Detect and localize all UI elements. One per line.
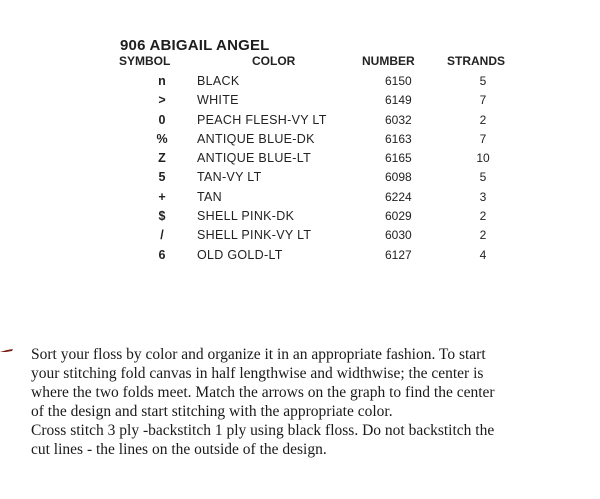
floss-symbol: 5 [158,170,166,185]
header-strands: STRANDS [447,54,506,68]
floss-number: 6150 [385,74,412,88]
floss-symbol: n [158,74,166,88]
floss-strands: 4 [479,247,487,262]
floss-symbol: 6 [158,247,166,262]
floss-number: 6032 [385,112,412,127]
floss-color: ANTIQUE BLUE-DK [197,131,315,146]
floss-color: BLACK [197,74,240,88]
floss-symbol: % [156,131,168,146]
floss-strands: 7 [479,131,487,146]
floss-number: 6165 [385,151,412,166]
floss-symbol: / [160,228,164,243]
floss-color: WHITE [197,93,239,108]
floss-symbol: $ [158,209,166,224]
instruction-line: of the design and start stitching with the appropriate color. [31,403,393,420]
floss-color: TAN-VY LT [197,170,262,185]
floss-number: 6030 [385,228,412,243]
instruction-line: cut lines - the lines on the outside of the design. [31,441,327,458]
floss-number: 6224 [385,189,412,204]
floss-row [0,130,600,149]
floss-row [0,91,600,110]
floss-symbol: 0 [158,112,166,127]
floss-color: OLD GOLD-LT [197,247,283,262]
floss-row [0,111,600,130]
floss-number: 6098 [385,170,412,185]
floss-strands: 7 [479,93,487,108]
instruction-line: where the two folds meet. Match the arrows on the graph to find the center [31,384,495,401]
floss-strands: 2 [479,209,487,224]
floss-table [0,72,600,265]
floss-number: 6029 [385,209,412,224]
floss-color: TAN [197,189,222,204]
floss-strands: 3 [479,189,487,204]
floss-row [0,226,600,245]
floss-number: 6149 [385,93,412,108]
floss-number: 6163 [385,131,412,146]
floss-row [0,72,600,91]
floss-strands: 2 [479,228,487,243]
floss-row [0,188,600,207]
instruction-line: Cross stitch 3 ply -backstitch 1 ply using black floss. Do not backstitch the [31,422,495,439]
floss-row [0,149,600,168]
floss-color: SHELL PINK-VY LT [197,228,312,243]
floss-strands: 2 [479,112,487,127]
instructions-block [31,345,591,459]
header-number: NUMBER [362,54,415,68]
pattern-title: 906 ABIGAIL ANGEL [120,37,270,54]
floss-row [0,168,600,187]
instruction-line: your stitching fold canvas in half lengthwise and widthwise; the center is [31,365,484,382]
floss-symbol: Z [158,151,166,166]
floss-row [0,207,600,226]
margin-mark-icon [0,348,14,354]
floss-row [0,246,600,265]
floss-symbol: > [158,93,166,108]
floss-symbol: + [158,189,166,204]
floss-number: 6127 [385,247,412,262]
floss-color: SHELL PINK-DK [197,209,295,224]
floss-color: ANTIQUE BLUE-LT [197,151,312,166]
floss-strands: 5 [479,74,487,88]
header-color: COLOR [252,54,296,68]
floss-strands: 10 [476,151,490,166]
instruction-line: Sort your floss by color and organize it in an appropriate fashion. To start [31,346,486,363]
floss-strands: 5 [479,170,487,185]
floss-color: PEACH FLESH-VY LT [197,112,327,127]
header-symbol: SYMBOL [119,54,171,68]
